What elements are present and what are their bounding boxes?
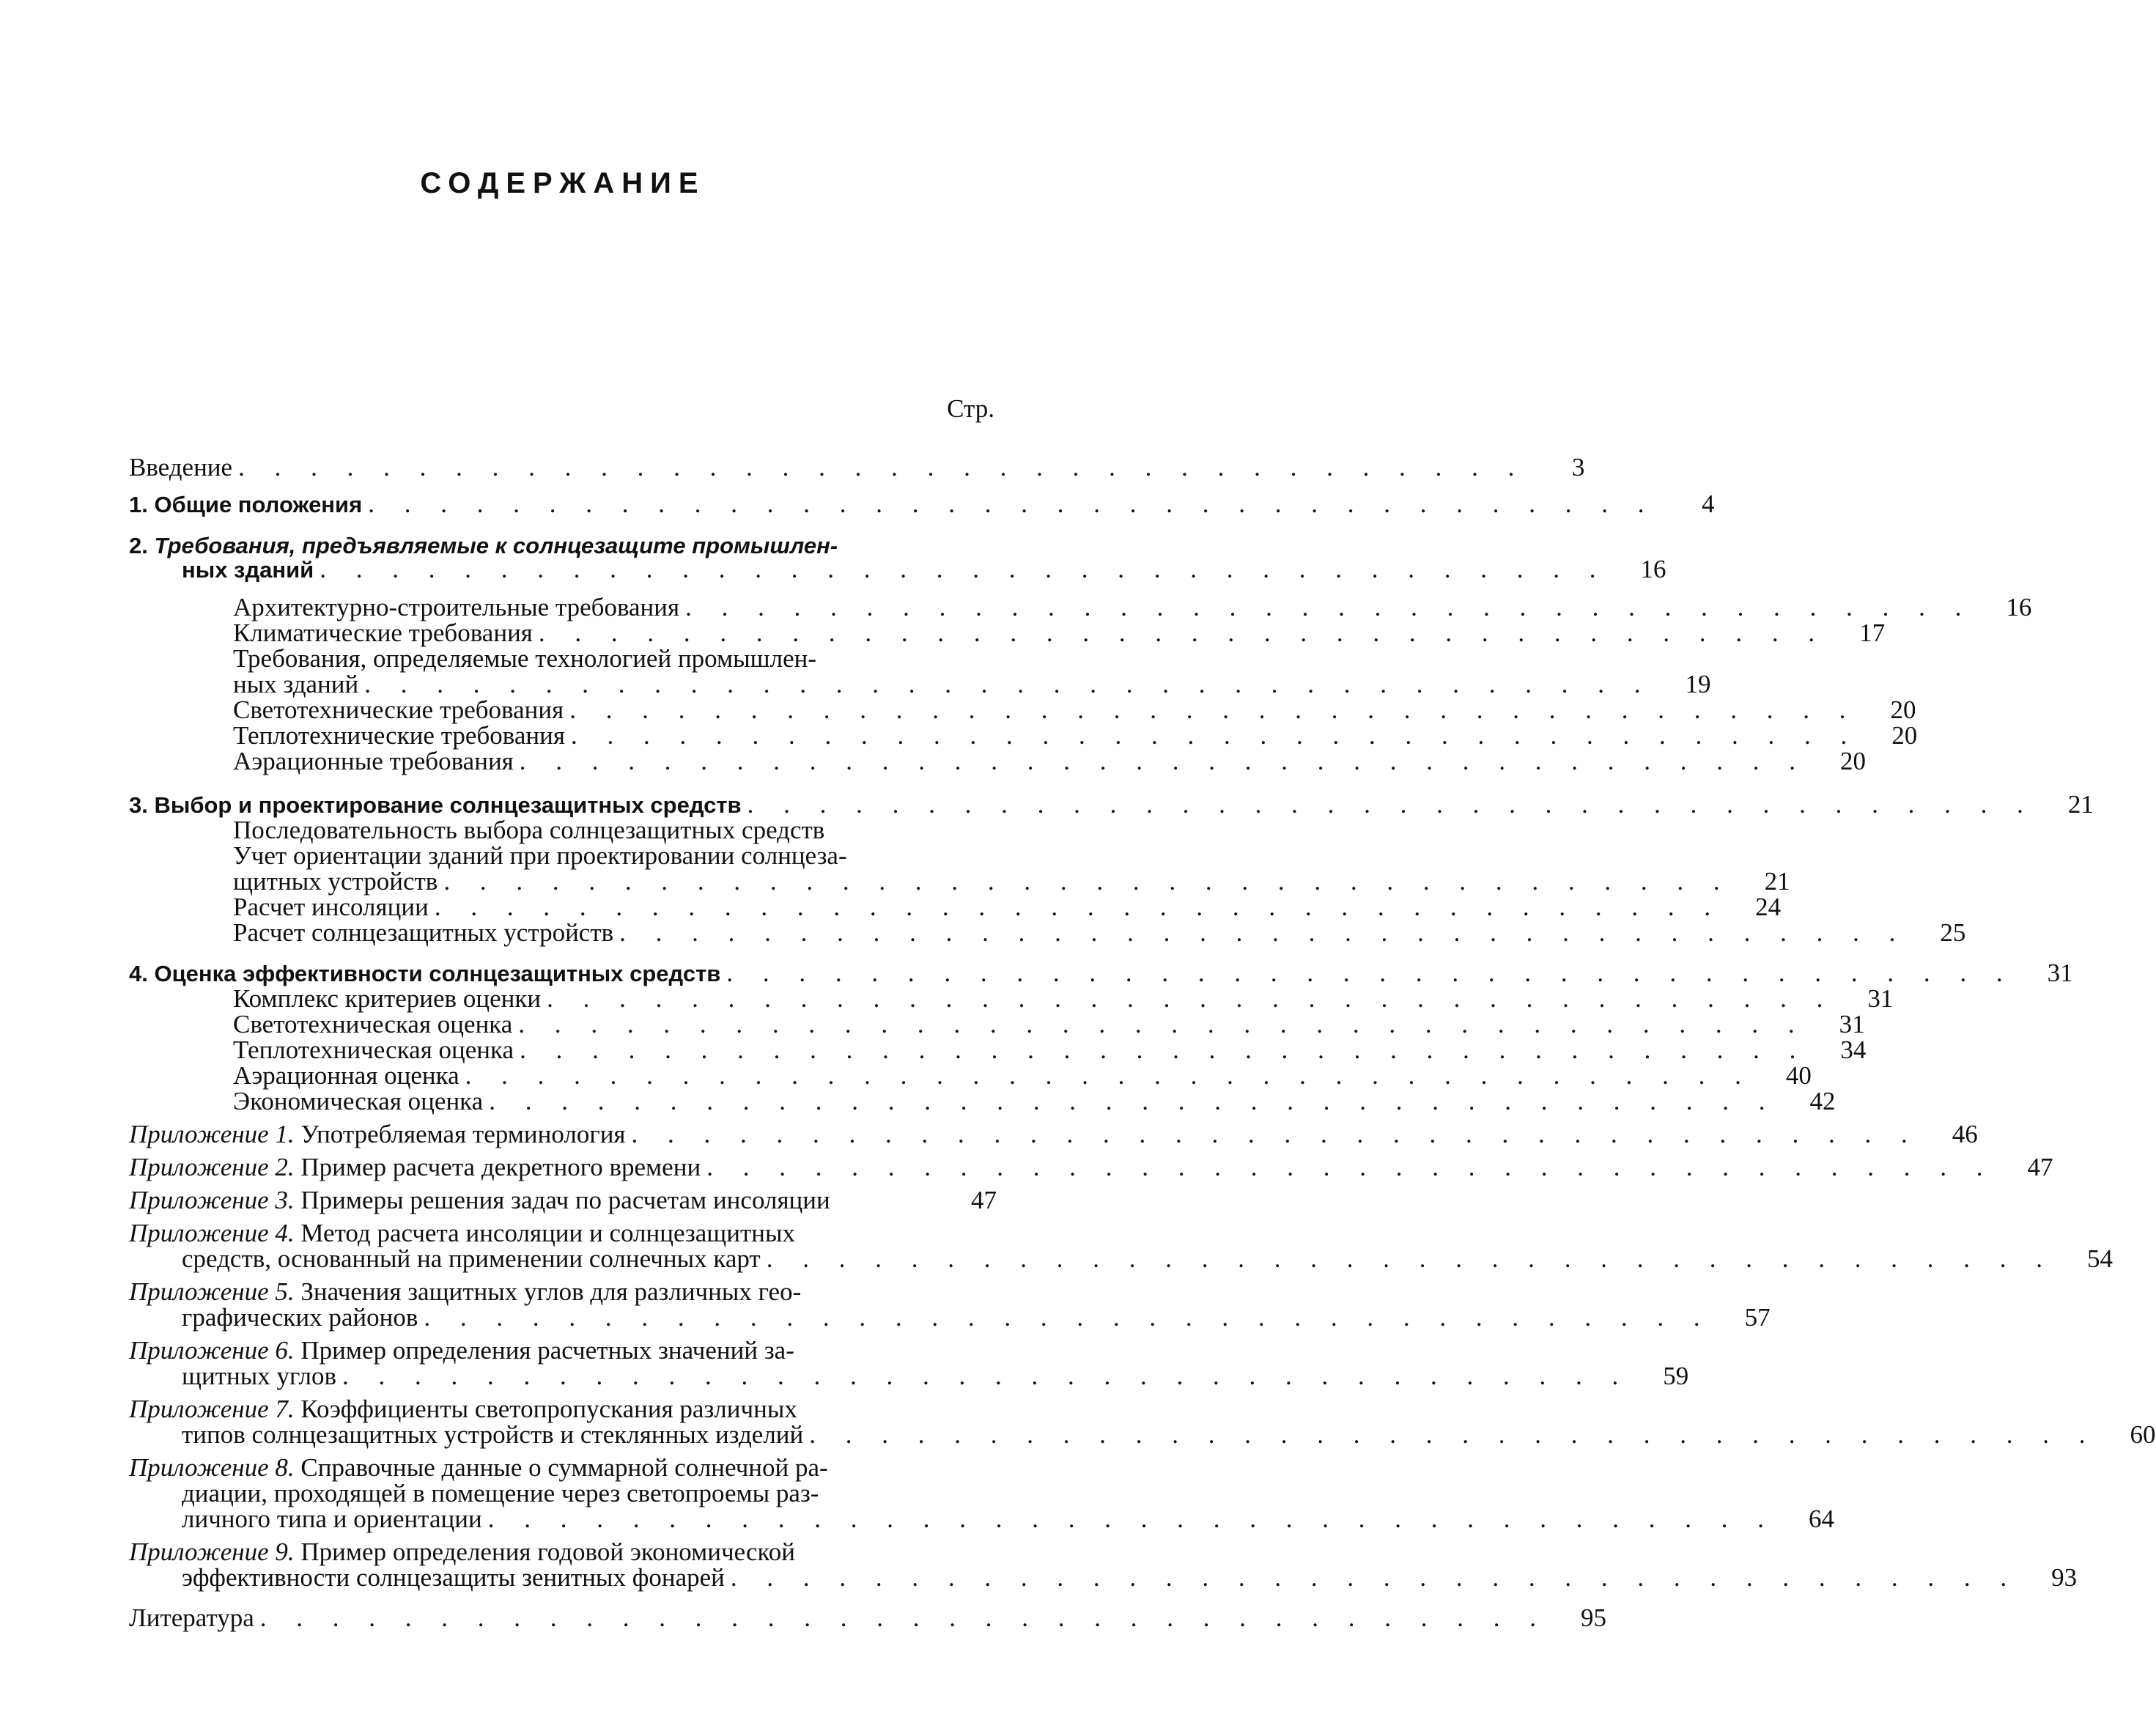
toc-subentry[interactable] — [129, 747, 1867, 775]
entry-page: 16 — [1640, 555, 1666, 583]
appendix-label: Приложение 3. — [129, 1186, 295, 1214]
entry-title-cont: графических районов — [182, 1303, 418, 1332]
entry-title-cont: средств, основанный на применении солнечных карт — [182, 1244, 761, 1273]
appendix-label: Приложение 1. — [129, 1120, 295, 1148]
toc-subentry[interactable] — [129, 1036, 1867, 1064]
entry-page: 21 — [1764, 867, 1790, 896]
entry-page: 47 — [971, 1186, 997, 1214]
entry-title: Аэрационные требования — [233, 747, 514, 775]
entry-title-cont: типов солнцезащитных устройств и стеклянных изделий — [182, 1420, 804, 1449]
entry-title: Требования, определяемые технологией промышлен- — [233, 644, 817, 673]
leader-dots: . . . . . . . . . . . . . . . . . . . . . . . . . . . . . . . . . . . . — [570, 721, 1859, 750]
appendix-label: Приложение 8. — [129, 1453, 295, 1482]
entry-title: щитных устройств — [233, 867, 438, 896]
leader-dots: . . . . . . . . . . . . . . . . . . . . . . . . . . . . . . . . . . . . — [520, 1036, 1808, 1064]
entry-title: 1. Общие положения — [129, 492, 363, 517]
leader-dots: . . . . . . . . . . . . . . . . . . . . . . . . . . . . . . . . . . . . — [730, 1563, 2019, 1592]
toc-entry-literature[interactable] — [129, 1603, 1607, 1632]
entry-title: Требования, предъявляемые к солнцезащите промышлен- — [154, 533, 838, 558]
leader-dots: . . . . . . . . . . . . . . . . . . . . . . . . . . . . . . . . . . . . — [364, 670, 1653, 698]
entry-page: 21 — [2067, 790, 2094, 819]
leader-dots: . . . . . . . . . . . . . . . . . . . . . . . . . . . . . . . . . . . . — [631, 1120, 1919, 1148]
toc-subentry[interactable] — [129, 893, 1782, 921]
appendix-label: Приложение 2. — [129, 1153, 295, 1181]
appendix-label: Приложение 4. — [129, 1219, 295, 1247]
toc-subentry[interactable] — [129, 841, 997, 869]
toc-subentry-cont[interactable] — [129, 670, 1711, 698]
entry-page: 16 — [2006, 593, 2032, 621]
entry-page: 93 — [2051, 1563, 2078, 1592]
entry-page: 31 — [1867, 984, 1894, 1013]
toc-subentry[interactable] — [129, 1010, 1865, 1038]
entry-page: 20 — [1891, 721, 1918, 750]
entry-title: Пример расчета декретного времени — [300, 1153, 701, 1181]
leader-dots: . . . . . . . . . . . . . . . . . . . . . . . . . . . . . . . . . . . . — [569, 695, 1858, 724]
entry-title: Пример определения годовой экономической — [300, 1538, 796, 1566]
toc-entry-appendix-6[interactable] — [129, 1336, 997, 1364]
leader-dots: . . . . . . . . . . . . . . . . . . . . . . . . . . . . . . . . . . . . — [443, 867, 1732, 896]
entry-title: Последовательность выбора солнцезащитных средств — [233, 816, 825, 844]
section-number: 2. — [129, 533, 155, 558]
entry-title: Климатические требования — [233, 619, 533, 647]
entry-title: Пример определения расчетных значений за- — [300, 1336, 794, 1365]
leader-dots: . . . . . . . . . . . . . . . . . . . . . . . . . . . . . . . . . . . . — [489, 1087, 1777, 1115]
toc-entry-appendix-3[interactable] — [129, 1186, 997, 1214]
entry-page: 64 — [1808, 1505, 1834, 1533]
leader-dots: . . . . . . . . . . . . . . . . . . . . . . . . . . . . . . . . . . . . — [685, 593, 1974, 621]
leader-dots: . . . . . . . . . . . . . . . . . . . . . . . . . . . . . . . . . . . . — [706, 1153, 1995, 1181]
leader-dots: . . . . . . . . . . . . . . . . . . . . . . . . . . . . . . . . . . . . — [465, 1061, 1753, 1090]
toc-entry-appendix-9-cont[interactable] — [129, 1563, 2078, 1592]
leader-dots: . . . . . . . . . . . . . . . . . . . . . . . . . . . . . . . . . . . . — [259, 1603, 1548, 1632]
entry-page: 59 — [1663, 1362, 1689, 1390]
toc-entry-appendix-5[interactable] — [129, 1277, 997, 1305]
entry-title: Употребляемая терминология — [300, 1120, 626, 1148]
entry-title: Коэффициенты светопропускания различных — [300, 1395, 797, 1423]
entry-page: 20 — [1840, 747, 1867, 775]
leader-dots: . . . . . . . . . . . . . . . . . . . . . . . . . . . . . . . . . . . . — [487, 1505, 1776, 1533]
entry-page: 57 — [1744, 1303, 1771, 1332]
entry-page: 24 — [1755, 893, 1782, 921]
entry-title: Светотехническая оценка — [233, 1010, 513, 1038]
toc-entry-appendix-8-cont[interactable] — [129, 1479, 997, 1507]
entry-page: 19 — [1685, 670, 1711, 698]
toc-subentry[interactable] — [129, 816, 997, 844]
entry-title-cont: диации, проходящей в помещение через светопроемы раз- — [182, 1479, 819, 1507]
entry-page: 31 — [2047, 959, 2073, 987]
entry-title: Примеры решения задач по расчетам инсоляции — [300, 1186, 830, 1214]
entry-title: Аэрационная оценка — [233, 1061, 459, 1090]
toc-subentry[interactable] — [129, 619, 1886, 647]
page-title: СОДЕРЖАНИЕ — [420, 167, 706, 199]
toc-subentry[interactable] — [129, 984, 1894, 1013]
entry-page: 60 — [2130, 1420, 2156, 1449]
toc-subentry[interactable] — [129, 1061, 1812, 1090]
entry-page: 46 — [1952, 1120, 1978, 1148]
leader-dots: . . . . . . . . . . . . . . . . . . . . . . . . . . . . . . . . . . . . — [726, 959, 2015, 987]
leader-dots: . . . . . . . . . . . . . . . . . . . . . . . . . . . . . . . . . . . . — [518, 1010, 1806, 1038]
entry-title: Учет ориентации зданий при проектировании солнцеза- — [233, 841, 847, 870]
entry-title-cont: личного типа и ориентации — [182, 1505, 482, 1533]
leader-dots: . . . . . . . . . . . . . . . . . . . . . . . . . . . . . . . . . . . . — [766, 1244, 2054, 1273]
toc-entry-appendix-2[interactable] — [129, 1153, 2053, 1181]
entry-page: 47 — [2027, 1153, 2053, 1181]
leader-dots: . . . . . . . . . . . . . . . . . . . . . . . . . . . . . . . . . . . . — [519, 747, 1808, 775]
entry-page: 42 — [1809, 1087, 1836, 1115]
toc-subentry[interactable] — [129, 644, 997, 672]
entry-title: ных зданий — [233, 670, 359, 698]
toc-entry-appendix-6-cont[interactable] — [129, 1362, 1689, 1390]
entry-page: 40 — [1785, 1061, 1812, 1090]
entry-title: Комплекс критериев оценки — [233, 984, 542, 1013]
entry-page: 54 — [2086, 1244, 2113, 1273]
appendix-label: Приложение 9. — [129, 1538, 295, 1566]
toc-subentry-cont[interactable] — [129, 867, 1790, 896]
toc-entry-appendix-8-cont[interactable] — [129, 1505, 1834, 1533]
leader-dots: . . . . . . . . . . . . . . . . . . . . . . . . . . . . . . . . . . . . — [368, 490, 1656, 518]
entry-title: Теплотехнические требования — [233, 721, 565, 750]
entry-title: Значения защитных углов для различных гео- — [300, 1277, 802, 1306]
appendix-label: Приложение 5. — [129, 1277, 295, 1306]
toc-subentry[interactable] — [129, 1087, 1836, 1115]
toc-entry-appendix-4[interactable] — [129, 1219, 997, 1247]
entry-title: Экономическая оценка — [233, 1087, 484, 1115]
leader-dots: . . . . . . . . . . . . . . . . . . . . . . . . . . . . . . . . . . . . — [238, 453, 1526, 481]
toc-entry-appendix-8[interactable] — [129, 1453, 997, 1481]
entry-page: 17 — [1859, 619, 1886, 647]
entry-title: Литература — [129, 1603, 254, 1632]
leader-dots: . . . . . . . . . . . . . . . . . . . . . . . . . . . . . . . . . . . . — [538, 619, 1827, 647]
leader-dots: . . . . . . . . . . . . . . . . . . . . . . . . . . . . . . . . . . . . — [424, 1303, 1712, 1332]
entry-page: 31 — [1839, 1010, 1865, 1038]
toc-entry-appendix-4-cont[interactable] — [129, 1244, 2113, 1273]
entry-title: Архитектурно-строительные требования — [233, 593, 680, 621]
toc-entry-appendix-5-cont[interactable] — [129, 1303, 1771, 1332]
entry-title-cont: эффективности солнцезащиты зенитных фонарей — [182, 1563, 725, 1592]
entry-title: 4. Оценка эффективности солнцезащитных средств — [129, 961, 721, 986]
entry-page: 20 — [1890, 695, 1916, 724]
entry-title-cont: ных зданий — [182, 557, 314, 583]
page-column-header: Стр. — [947, 394, 994, 423]
toc-subentry[interactable] — [129, 593, 2032, 621]
appendix-label: Приложение 7. — [129, 1395, 295, 1423]
entry-title: Светотехнические требования — [233, 695, 564, 724]
entry-page: 4 — [1701, 490, 1715, 518]
toc-entry-section-4[interactable] — [129, 959, 2073, 987]
toc-entry-appendix-7-cont[interactable] — [129, 1420, 2156, 1449]
leader-dots: . . . . . . . . . . . . . . . . . . . . . . . . . . . . . . . . . . . . — [434, 893, 1723, 921]
leader-dots: . . . . . . . . . . . . . . . . . . . . . . . . . . . . . . . . . . . . — [320, 555, 1608, 583]
toc-entry-appendix-7[interactable] — [129, 1395, 997, 1422]
entry-page: 34 — [1840, 1036, 1867, 1064]
toc-subentry[interactable] — [129, 918, 1966, 947]
toc-entry-section-1[interactable] — [129, 490, 1715, 518]
toc-entry-section-3[interactable] — [129, 790, 2094, 819]
entry-title: Метод расчета инсоляции и солнцезащитных — [300, 1219, 796, 1247]
entry-title: Расчет солнцезащитных устройств — [233, 918, 614, 947]
entry-title: Расчет инсоляции — [233, 893, 429, 921]
leader-dots: . . . . . . . . . . . . . . . . . . . . . . . . . . . . . . . . . . . . — [747, 790, 2035, 819]
leader-dots: . . . . . . . . . . . . . . . . . . . . . . . . . . . . . . . . . . . . — [342, 1362, 1631, 1390]
entry-page: 3 — [1571, 453, 1585, 481]
toc-entry-appendix-1[interactable] — [129, 1120, 1978, 1148]
appendix-label: Приложение 6. — [129, 1336, 295, 1365]
toc-subentry[interactable] — [129, 721, 1918, 750]
toc-entry-appendix-9[interactable] — [129, 1538, 997, 1565]
entry-title: Теплотехническая оценка — [233, 1036, 514, 1064]
toc-entry-section-2-cont[interactable] — [129, 555, 1666, 583]
leader-dots: . . . . . . . . . . . . . . . . . . . . . . . . . . . . . . . . . . . . — [809, 1420, 2097, 1449]
entry-title: Справочные данные о суммарной солнечной ра- — [300, 1453, 828, 1482]
toc-entry-intro[interactable] — [129, 453, 1585, 481]
leader-dots: . . . . . . . . . . . . . . . . . . . . . . . . . . . . . . . . . . . . — [547, 984, 1835, 1013]
entry-page: 25 — [1940, 918, 1966, 947]
leader-dots: . . . . . . . . . . . . . . . . . . . . . . . . . . . . . . . . . . . . — [619, 918, 1908, 947]
entry-title: Введение — [129, 453, 233, 481]
entry-title-cont: щитных углов — [182, 1362, 337, 1390]
entry-title: 3. Выбор и проектирование солнцезащитных средств — [129, 792, 742, 818]
entry-page: 95 — [1581, 1603, 1607, 1632]
toc-subentry[interactable] — [129, 695, 1916, 724]
